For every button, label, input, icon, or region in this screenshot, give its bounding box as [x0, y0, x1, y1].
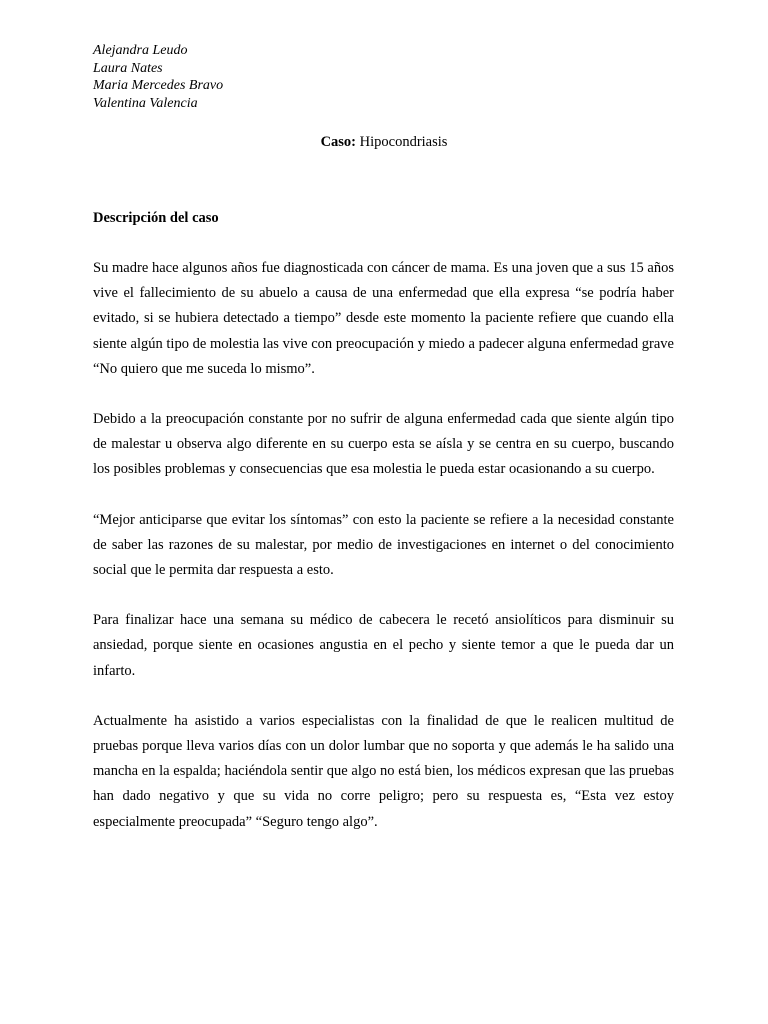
section-heading: Descripción del caso: [93, 210, 219, 226]
author-list: [93, 42, 223, 112]
title-text: Hipocondriasis: [359, 134, 448, 150]
title-label: Caso:: [320, 134, 357, 150]
paragraph: “Mejor anticiparse que evitar los síntomas” con esto la paciente se refiere a la necesidad constante de saber las razones de su malestar, por medio de investigaciones en internet o del conocimiento social que le permita dar respuesta a esto.: [93, 511, 674, 579]
author-name: Alejandra Leudo: [93, 43, 188, 58]
paragraph: Su madre hace algunos años fue diagnosticada con cáncer de mama. Es una joven que a sus 15 años vive el fallecimiento de su abuelo a causa de una enfermedad que ella expresa “se podría haber evitado, si se hubiera detectado a tiempo” desde este momento la paciente refiere que cuando ella siente algún tipo de molestia las vive con preocupación y miedo a padecer alguna enfermedad grave “No quiero que me suceda lo mismo”.: [93, 260, 674, 377]
document-title: [0, 133, 768, 151]
author-name: Valentina Valencia: [93, 95, 198, 111]
paragraph: Para finalizar hace una semana su médico de cabecera le recetó ansiolíticos para disminuir su ansiedad, porque siente en ocasiones angustia en el pecho y siente temor a que le pueda dar un infarto.: [93, 612, 674, 679]
document-body: [93, 256, 674, 860]
paragraph: Debido a la preocupación constante por no sufrir de alguna enfermedad cada que siente algún tipo de malestar u observa algo diferente en su cuerpo esta se aísla y se centra en su cuerpo, buscando los posibles problemas y consecuencias que esa molestia le pueda estar ocasionando a su cuerpo.: [93, 411, 674, 478]
author-name: Maria Mercedes Bravo: [93, 78, 224, 93]
author-name: Laura Nates: [93, 60, 163, 76]
paragraph: Actualmente ha asistido a varios especialistas con la finalidad de que le realicen multitud de pruebas porque lleva varios días con un dolor lumbar que no soporta y que además le ha salido una mancha en la espalda; haciéndola sentir que algo no está bien, los médicos expresan que las pruebas han dado negativo y que su vida no corre peligro; pero su respuesta es, “Esta vez estoy especialmente preocupada” “Seguro tengo algo”.: [93, 712, 674, 830]
